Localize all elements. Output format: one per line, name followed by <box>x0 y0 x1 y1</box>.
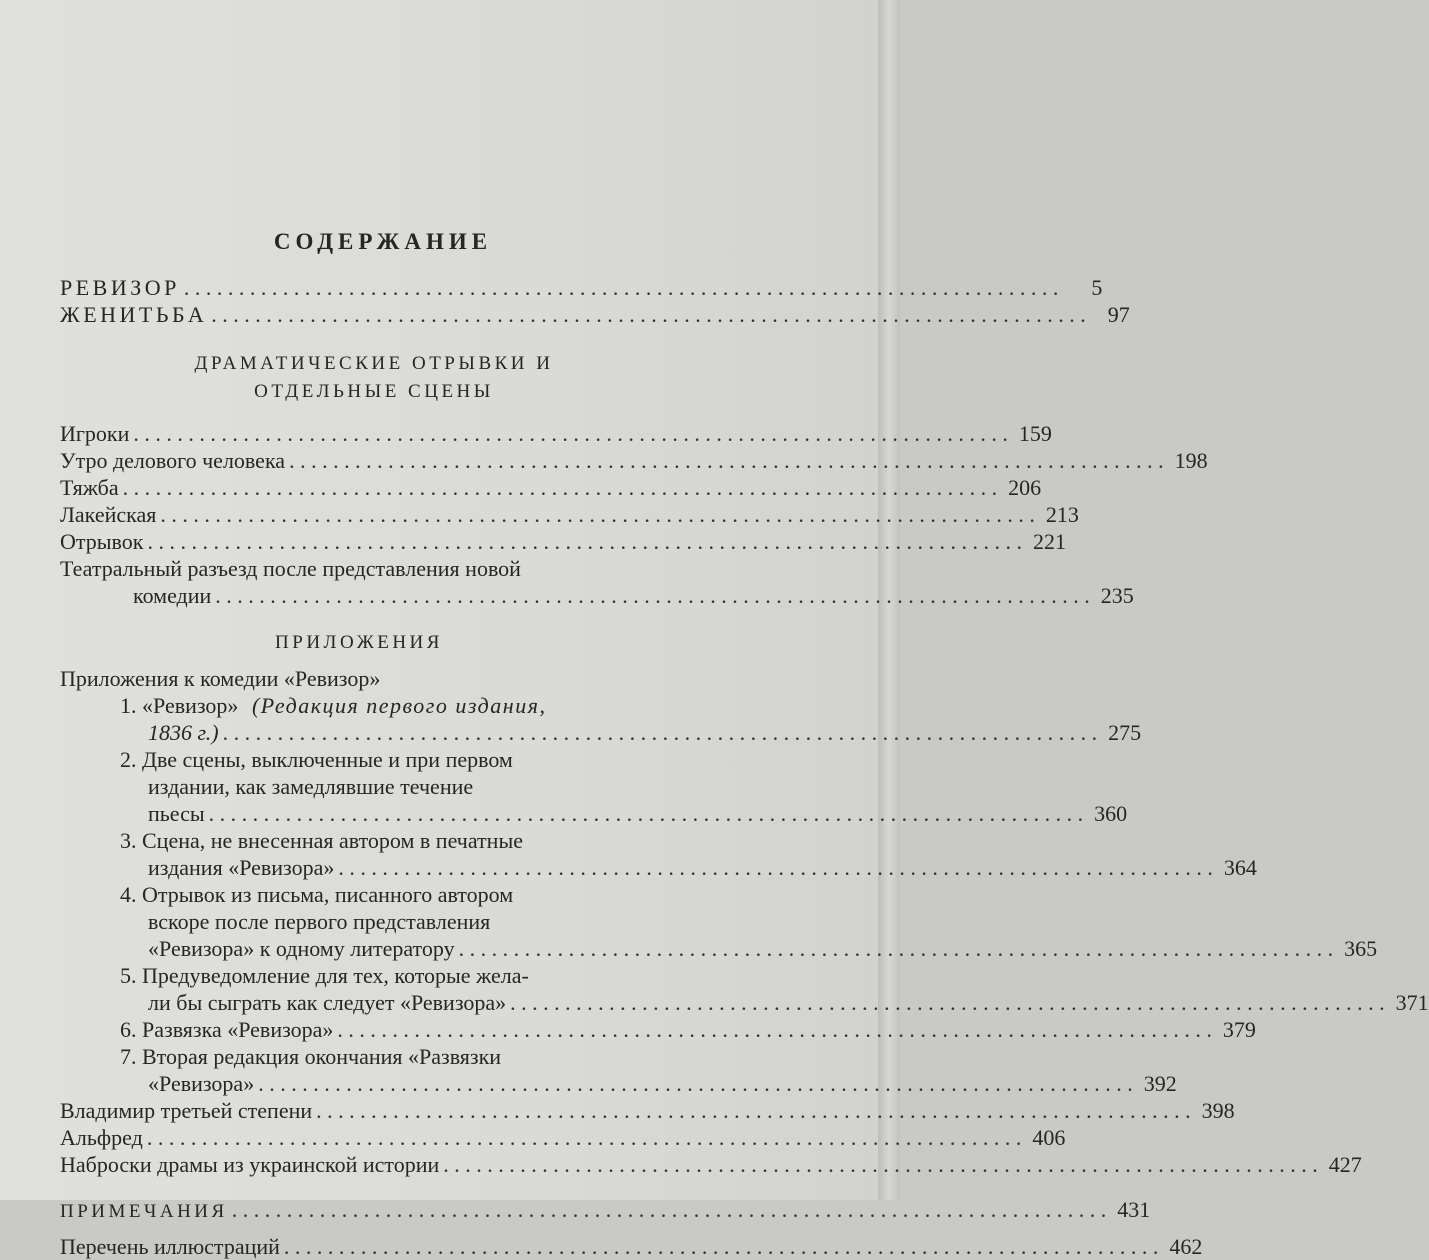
dot-leader: . . . . . . . . . . . . . . . . . . . . . . . . . . . . . . . . . . . . . . . . . . . . . . . . . . . . . . . . . . . . . . . . . . . . . . . . . . . . . . . . <box>208 801 1084 826</box>
toc-entry <box>60 1097 1235 1124</box>
dot-leader: . . . . . . . . . . . . . . . . . . . . . . . . . . . . . . . . . . . . . . . . . . . . . . . . . . . . . . . . . . . . . . . . . . . . . . . . . . . . . . . . <box>160 502 1035 527</box>
toc-entry-revizor <box>60 274 1103 301</box>
dot-leader: . . . . . . . . . . . . . . . . . . . . . . . . . . . . . . . . . . . . . . . . . . . . . . . . . . . . . . . . . . . . . . . . . . . . . . . . . . . . . . . . <box>337 1017 1212 1042</box>
entry-label: пьесы <box>148 801 205 826</box>
entry-page: 365 <box>1344 936 1378 961</box>
entry-page: 364 <box>1223 855 1257 880</box>
entry-label-line: 2. Две сцены, выключенные и при первом <box>120 747 513 772</box>
dot-leader: . . . . . . . . . . . . . . . . . . . . . . . . . . . . . . . . . . . . . . . . . . . . . . . . . . . . . . . . . . . . . . . . . . . . . . . . . . . . . . . . <box>231 1197 1107 1222</box>
entry-label: Игроки <box>60 421 130 446</box>
dot-leader: . . . . . . . . . . . . . . . . . . . . . . . . . . . . . . . . . . . . . . . . . . . . . . . . . . . . . . . . . . . . . . . . . . . . . . . . . . . . . . . . <box>215 583 1090 608</box>
entry-page: 159 <box>1018 421 1052 446</box>
entry-label: «Ревизора» к одному литератору <box>148 936 455 961</box>
dot-leader: . . . . . . . . . . . . . . . . . . . . . . . . . . . . . . . . . . . . . . . . . . . . . . . . . . . . . . . . . . . . . . . . . . . . . . . . . . . . . . . . <box>146 1125 1022 1150</box>
toc-entry <box>60 800 1128 827</box>
toc-entry <box>60 935 1378 962</box>
entry-label: РЕВИЗОР <box>60 275 180 300</box>
entry-label-note: (Редакция первого издания, <box>251 693 547 718</box>
entry-label: комедии <box>133 583 212 608</box>
dot-leader: . . . . . . . . . . . . . . . . . . . . . . . . . . . . . . . . . . . . . . . . . . . . . . . . . . . . . . . . . . . . . . . . . . . . . . . . . . . . . . . . <box>183 275 1059 300</box>
entry-label: ЖЕНИТЬБА <box>60 302 208 327</box>
toc-entry <box>60 1151 1362 1178</box>
entry-label: Владимир третьей степени <box>60 1098 313 1123</box>
entry-label: Тяжба <box>60 475 119 500</box>
table-of-contents <box>60 226 1429 1260</box>
dot-leader: . . . . . . . . . . . . . . . . . . . . . . . . . . . . . . . . . . . . . . . . . . . . . . . . . . . . . . . . . . . . . . . . . . . . . . . . . . . . . . . . <box>316 1098 1191 1123</box>
toc-entry <box>60 989 1429 1016</box>
toc-entry <box>60 420 1052 447</box>
dot-leader: . . . . . . . . . . . . . . . . . . . . . . . . . . . . . . . . . . . . . . . . . . . . . . . . . . . . . . . . . . . . . . . . . . . . . . . . . . . . . . . . <box>147 529 1022 554</box>
entry-page: 392 <box>1143 1071 1177 1096</box>
entry-label: Наброски драмы из украинской истории <box>60 1152 440 1177</box>
entry-label-line: вскоре после первого представления <box>148 909 491 934</box>
toc-entry <box>60 1016 1256 1043</box>
dot-leader: . . . . . . . . . . . . . . . . . . . . . . . . . . . . . . . . . . . . . . . . . . . . . . . . . . . . . . . . . . . . . . . . . . . . . . . . . . . . . . . . <box>222 720 1098 745</box>
entry-label: «Ревизора» <box>148 1071 255 1096</box>
entry-page: 371 <box>1395 990 1429 1015</box>
entry-label: ПРИМЕЧАНИЯ <box>60 1201 228 1222</box>
entry-label-line: 3. Сцена, не внесенная автором в печатные <box>120 828 523 853</box>
entry-label: ли бы сыграть как следует «Ревизора» <box>148 990 507 1015</box>
toc-entry <box>60 528 1066 555</box>
toc-entry <box>60 1070 1177 1097</box>
toc-entry <box>60 854 1257 881</box>
entry-page: 198 <box>1174 448 1208 473</box>
entry-page: 427 <box>1328 1152 1362 1177</box>
toc-entry <box>60 474 1042 501</box>
dot-leader: . . . . . . . . . . . . . . . . . . . . . . . . . . . . . . . . . . . . . . . . . . . . . . . . . . . . . . . . . . . . . . . . . . . . . . . . . . . . . . . . <box>258 1071 1133 1096</box>
entry-page: 406 <box>1032 1125 1066 1150</box>
entry-page: 5 <box>1091 275 1103 300</box>
entry-label: Отрывок <box>60 529 144 554</box>
toc-entry <box>60 501 1079 528</box>
entry-page: 431 <box>1117 1197 1151 1222</box>
entry-label-line: 7. Вторая редакция окончания «Развязки <box>120 1044 502 1069</box>
entry-page: 235 <box>1100 583 1134 608</box>
toc-entry-notes <box>60 1196 1151 1223</box>
entry-page: 379 <box>1222 1017 1256 1042</box>
entry-page: 275 <box>1108 720 1142 745</box>
entry-page: 97 <box>1107 302 1130 327</box>
dot-leader: . . . . . . . . . . . . . . . . . . . . . . . . . . . . . . . . . . . . . . . . . . . . . . . . . . . . . . . . . . . . . . . . . . . . . . . . . . . . . . . . <box>283 1234 1159 1259</box>
entry-label: Утро делового человека <box>60 448 286 473</box>
entry-page: 206 <box>1008 475 1042 500</box>
dot-leader: . . . . . . . . . . . . . . . . . . . . . . . . . . . . . . . . . . . . . . . . . . . . . . . . . . . . . . . . . . . . . . . . . . . . . . . . . . . . . . . . <box>289 448 1164 473</box>
entry-label: Перечень иллюстраций <box>60 1234 280 1259</box>
toc-entry <box>60 719 1142 746</box>
section-heading-appendix: ПРИЛОЖЕНИЯ <box>275 632 443 653</box>
entry-label: 6. Развязка «Ревизора» <box>120 1017 334 1042</box>
dot-leader: . . . . . . . . . . . . . . . . . . . . . . . . . . . . . . . . . . . . . . . . . . . . . . . . . . . . . . . . . . . . . . . . . . . . . . . . . . . . . . . . <box>338 855 1213 880</box>
dot-leader: . . . . . . . . . . . . . . . . . . . . . . . . . . . . . . . . . . . . . . . . . . . . . . . . . . . . . . . . . . . . . . . . . . . . . . . . . . . . . . . . <box>122 475 998 500</box>
toc-entry-illustrations <box>60 1233 1203 1260</box>
entry-label: 1. «Ревизор» <box>120 693 239 718</box>
dot-leader: . . . . . . . . . . . . . . . . . . . . . . . . . . . . . . . . . . . . . . . . . . . . . . . . . . . . . . . . . . . . . . . . . . . . . . . . . . . . . . . . <box>211 302 1086 327</box>
section-heading-fragments-2: ОТДЕЛЬНЫЕ СЦЕНЫ <box>254 381 494 402</box>
toc-entry <box>60 582 1134 609</box>
entry-page: 213 <box>1045 502 1079 527</box>
entry-label-line: Театральный разъезд после представления новой <box>60 556 521 581</box>
toc-entry-zhenitba <box>60 301 1130 328</box>
entry-label-line: издании, как замедлявшие течение <box>148 774 474 799</box>
entry-label-line <box>60 692 688 719</box>
toc-entry <box>60 1124 1066 1151</box>
entry-label: издания «Ревизора» <box>148 855 335 880</box>
entry-label: Альфред <box>60 1125 143 1150</box>
dot-leader: . . . . . . . . . . . . . . . . . . . . . . . . . . . . . . . . . . . . . . . . . . . . . . . . . . . . . . . . . . . . . . . . . . . . . . . . . . . . . . . . <box>510 990 1385 1015</box>
toc-entry <box>60 447 1208 474</box>
entry-label-line: 4. Отрывок из письма, писанного автором <box>120 882 514 907</box>
entry-label-line: 5. Предуведомление для тех, которые жела- <box>120 963 529 988</box>
entry-label: Лакейская <box>60 502 157 527</box>
dot-leader: . . . . . . . . . . . . . . . . . . . . . . . . . . . . . . . . . . . . . . . . . . . . . . . . . . . . . . . . . . . . . . . . . . . . . . . . . . . . . . . . <box>458 936 1334 961</box>
entry-page: 398 <box>1201 1098 1235 1123</box>
entry-page: 221 <box>1032 529 1066 554</box>
entry-label: 1836 г.) <box>148 720 219 745</box>
entry-page: 360 <box>1094 801 1128 826</box>
appendix-group-title: Приложения к комедии «Ревизор» <box>60 666 381 691</box>
section-heading-fragments: ДРАМАТИЧЕСКИЕ ОТРЫВКИ И <box>194 353 554 374</box>
dot-leader: . . . . . . . . . . . . . . . . . . . . . . . . . . . . . . . . . . . . . . . . . . . . . . . . . . . . . . . . . . . . . . . . . . . . . . . . . . . . . . . . <box>133 421 1008 446</box>
toc-title: СОДЕРЖАНИЕ <box>273 229 493 254</box>
dot-leader: . . . . . . . . . . . . . . . . . . . . . . . . . . . . . . . . . . . . . . . . . . . . . . . . . . . . . . . . . . . . . . . . . . . . . . . . . . . . . . . . <box>443 1152 1318 1177</box>
entry-page: 462 <box>1169 1234 1203 1259</box>
